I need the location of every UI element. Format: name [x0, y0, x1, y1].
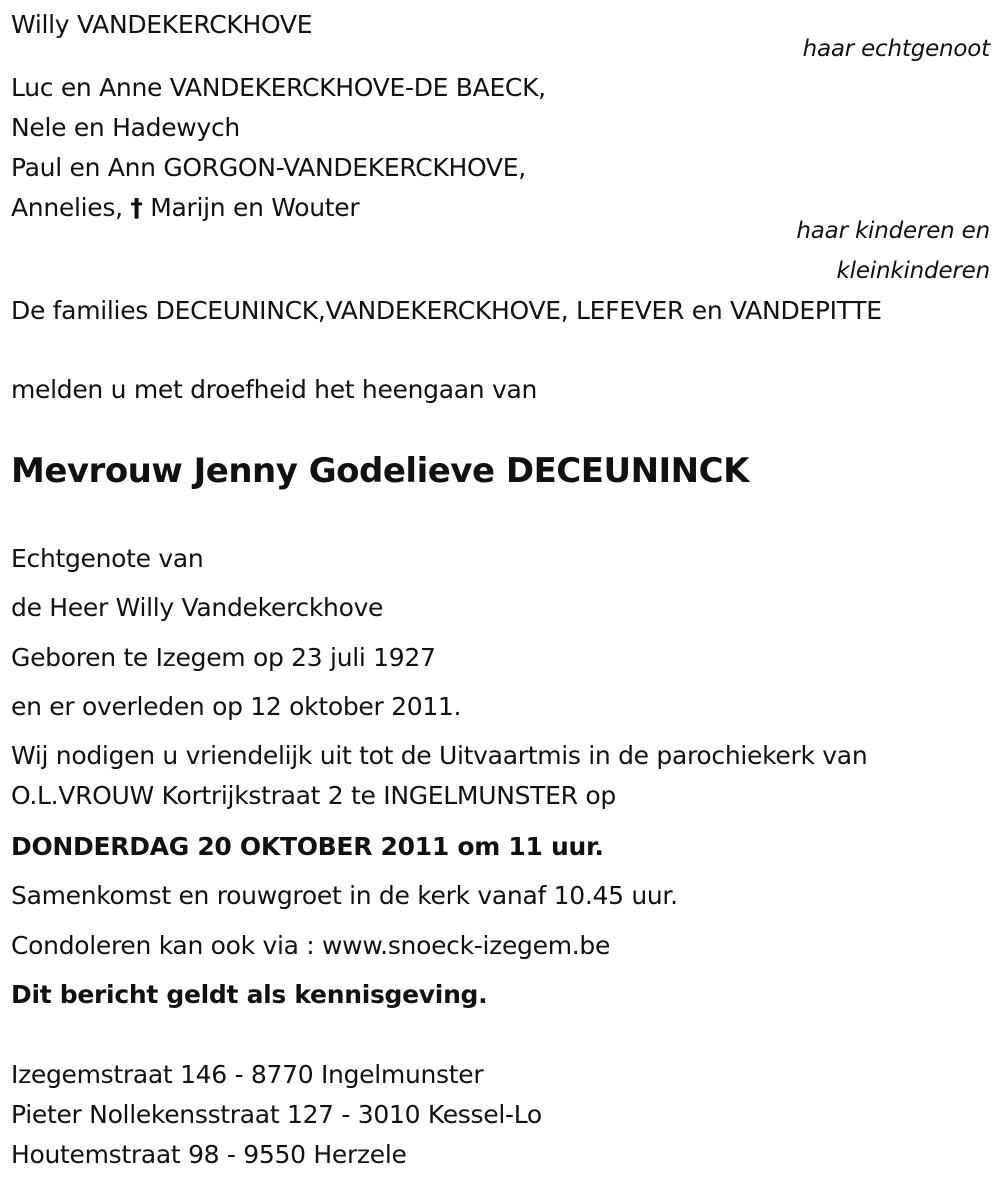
- child-line-1: Luc en Anne VANDEKERCKHOVE-DE BAECK,: [11, 73, 546, 102]
- spouse-name: Willy VANDEKERCKHOVE: [11, 10, 313, 39]
- detail-died: en er overleden op 12 oktober 2011.: [11, 692, 462, 721]
- condolence-prefix: Condoleren kan ook via :: [11, 931, 323, 960]
- detail-invite-1: Wij nodigen u vriendelijk uit tot de Uitvaartmis in de parochiekerk van: [11, 741, 868, 770]
- families-line: De families DECEUNINCK,VANDEKERCKHOVE, LEFEVER en VANDEPITTE: [11, 296, 882, 325]
- funeral-date: DONDERDAG 20 OKTOBER 2011 om 11 uur.: [11, 832, 604, 861]
- cross-icon: †: [130, 193, 143, 222]
- address-3: Houtemstraat 98 - 9550 Herzele: [11, 1140, 407, 1169]
- detail-born: Geboren te Izegem op 23 juli 1927: [11, 643, 436, 672]
- address-2: Pieter Nollekensstraat 127 - 3010 Kessel-Lo: [11, 1100, 542, 1129]
- child-line-4-prefix: Annelies,: [11, 193, 123, 222]
- condolence-link[interactable]: www.snoeck-izegem.be: [322, 931, 611, 960]
- notice: Dit bericht geldt als kennisgeving.: [11, 980, 488, 1009]
- child-line-2: Nele en Hadewych: [11, 113, 240, 142]
- condolence-line: [11, 931, 610, 961]
- deceased-name: Mevrouw Jenny Godelieve DECEUNINCK: [11, 451, 749, 491]
- detail-invite-2: O.L.VROUW Kortrijkstraat 2 te INGELMUNSTER op: [11, 781, 616, 810]
- address-1: Izegemstraat 146 - 8770 Ingelmunster: [11, 1060, 484, 1089]
- spouse-role: haar echtgenoot: [802, 36, 990, 62]
- gathering: Samenkomst en rouwgroet in de kerk vanaf 10.45 uur.: [11, 881, 678, 910]
- child-line-4-suffix: Marijn en Wouter: [150, 193, 360, 222]
- children-role-line-1: haar kinderen en: [796, 218, 990, 244]
- detail-spouse-name: de Heer Willy Vandekerckhove: [11, 593, 384, 622]
- child-line-3: Paul en Ann GORGON-VANDEKERCKHOVE,: [11, 153, 526, 182]
- child-line-4: [11, 193, 359, 223]
- children-role-line-2: kleinkinderen: [836, 258, 990, 284]
- detail-spouse-label: Echtgenote van: [11, 544, 204, 573]
- announcement: melden u met droefheid het heengaan van: [11, 375, 538, 404]
